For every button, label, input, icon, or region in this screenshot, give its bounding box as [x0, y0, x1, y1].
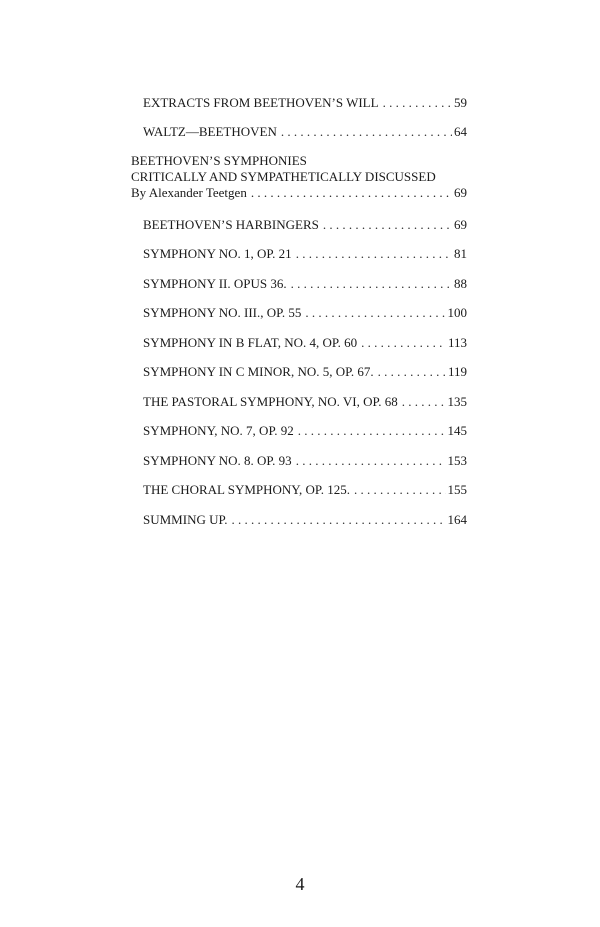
toc-entry [143, 364, 467, 380]
toc-entry-page: 164 [447, 512, 467, 527]
toc-entry [143, 453, 467, 469]
toc-entry-page: 100 [447, 305, 467, 320]
toc-entry-title: SUMMING UP. [143, 512, 228, 527]
section-page: 69 [454, 185, 467, 200]
toc-entry-title: WALTZ—BEETHOVEN [143, 124, 277, 139]
toc-entry-page: 153 [447, 453, 467, 468]
toc-entry [143, 423, 467, 439]
dot-leader [361, 335, 446, 351]
section-subtitle-line: CRITICALLY AND SYMPATHETICALLY DISCUSSED [131, 169, 436, 184]
toc-section-heading [131, 153, 467, 201]
toc-entry-page: 145 [447, 423, 467, 438]
page-number: 4 [295, 874, 305, 894]
toc-entry-page: 88 [454, 276, 467, 291]
toc-entry-page: 155 [447, 482, 467, 497]
toc-entry-page: 69 [454, 217, 467, 232]
toc-entry [143, 305, 467, 321]
dot-leader [296, 453, 446, 469]
toc-entry-title: BEETHOVEN’S HARBINGERS [143, 217, 319, 232]
section-author-line [131, 185, 467, 201]
dot-leader [232, 512, 446, 528]
toc-entry [143, 335, 467, 351]
toc-entry-title: SYMPHONY NO. 8. OP. 93 [143, 453, 292, 468]
toc-entry-page: 59 [454, 95, 467, 110]
toc-entry-title: SYMPHONY, NO. 7, OP. 92 [143, 423, 294, 438]
toc-entry [143, 276, 467, 292]
dot-leader [402, 394, 446, 410]
toc-entry [143, 217, 467, 233]
dot-leader [296, 246, 452, 262]
dot-leader [291, 276, 452, 292]
toc-entry-page: 119 [447, 364, 467, 379]
toc-entry-title: EXTRACTS FROM BEETHOVEN’S WILL [143, 95, 379, 110]
toc-entry [143, 394, 467, 410]
dot-leader [323, 217, 452, 233]
section-author: By Alexander Teetgen [131, 185, 247, 200]
toc-entry [143, 95, 467, 111]
dot-leader [251, 185, 452, 201]
toc-entry-title: SYMPHONY II. OPUS 36. [143, 276, 287, 291]
dot-leader [378, 364, 446, 380]
dot-leader [383, 95, 452, 111]
dot-leader [281, 124, 452, 140]
dot-leader [298, 423, 446, 439]
toc-entry-page: 113 [447, 335, 467, 350]
toc-entry [143, 512, 467, 528]
toc-entry [143, 124, 467, 140]
toc-entry [143, 246, 467, 262]
toc-entry-title: SYMPHONY NO. 1, OP. 21 [143, 246, 292, 261]
toc-entry-title: SYMPHONY NO. III., OP. 55 [143, 305, 302, 320]
toc-entry [143, 482, 467, 498]
section-title-line: BEETHOVEN’S SYMPHONIES [131, 153, 307, 168]
toc-entry-page: 64 [454, 124, 467, 139]
toc-entry-title: SYMPHONY IN C MINOR, NO. 5, OP. 67. [143, 364, 374, 379]
dot-leader [354, 482, 446, 498]
toc-entry-title: SYMPHONY IN B FLAT, NO. 4, OP. 60 [143, 335, 358, 350]
toc-entry-title: THE CHORAL SYMPHONY, OP. 125. [143, 482, 350, 497]
toc-entry-page: 135 [447, 394, 467, 409]
toc-entry-page: 81 [454, 246, 467, 261]
dot-leader [305, 305, 445, 321]
toc-entry-title: THE PASTORAL SYMPHONY, NO. VI, OP. 68 [143, 394, 398, 409]
